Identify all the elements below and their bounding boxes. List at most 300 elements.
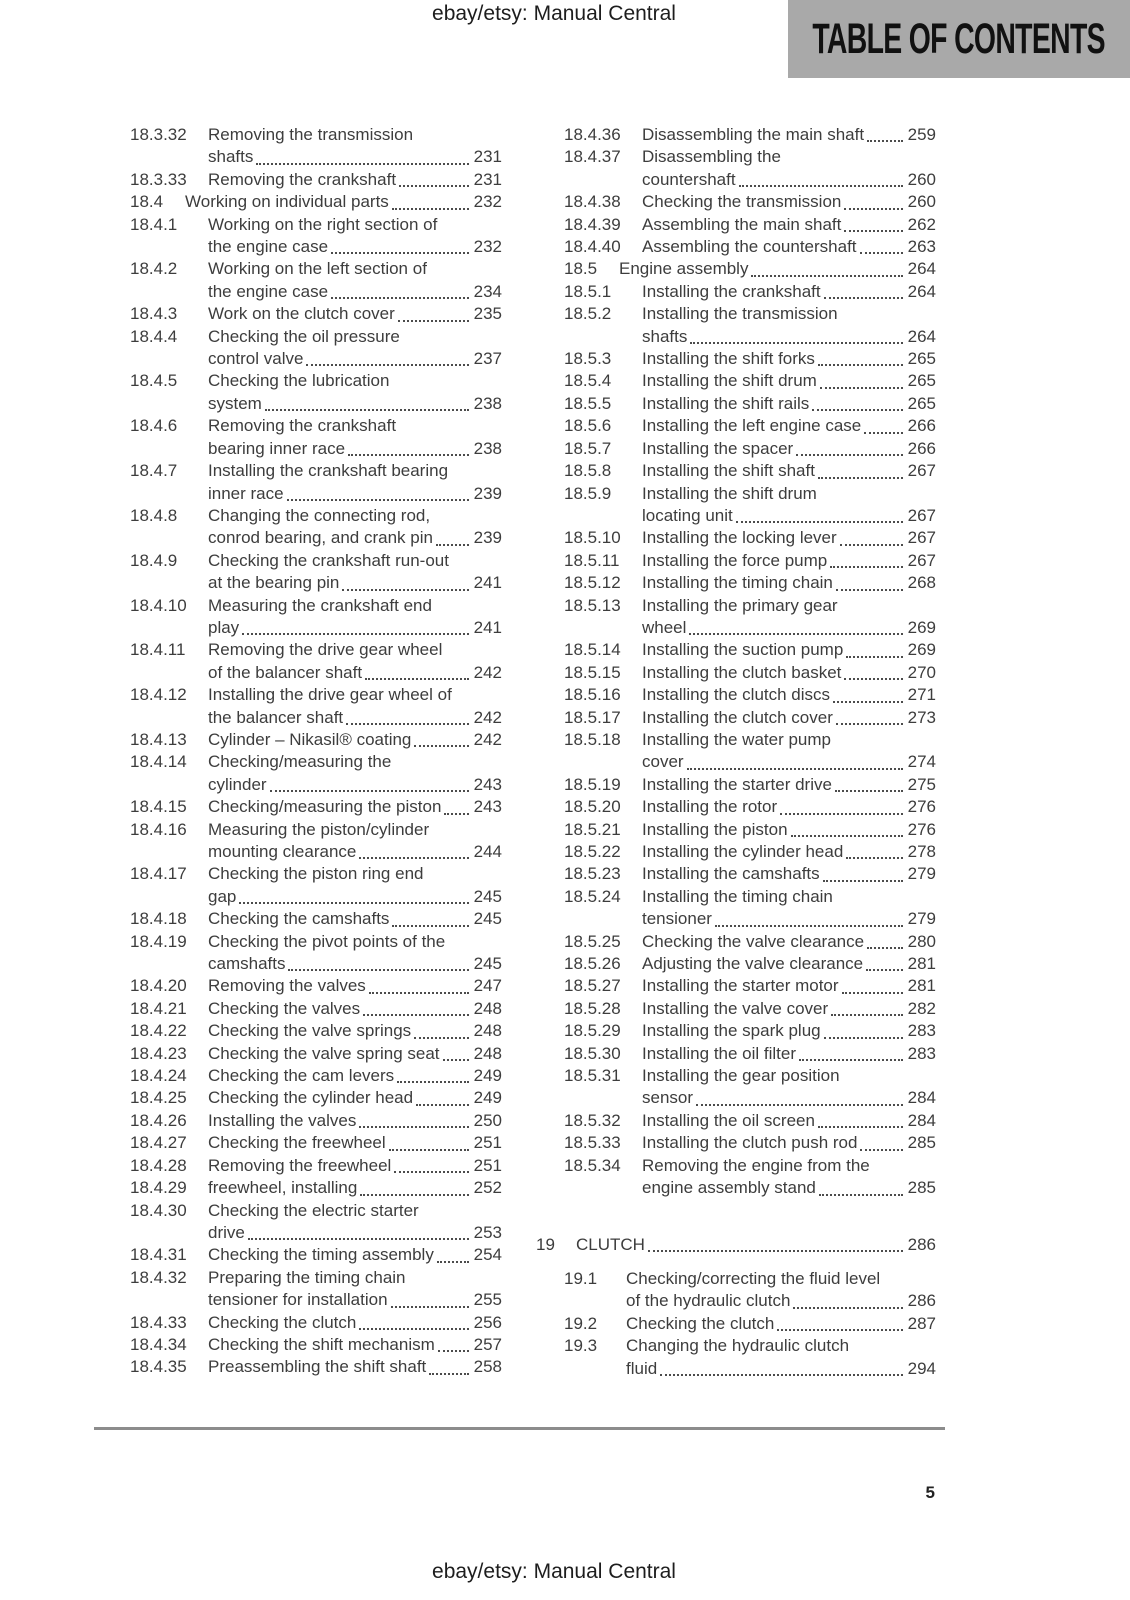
toc-entry xyxy=(130,1155,502,1177)
dot-leader xyxy=(648,1250,903,1252)
toc-entry-page: 248 xyxy=(473,1043,502,1063)
dot-leader xyxy=(793,1307,902,1309)
toc-entry-page: 275 xyxy=(907,774,936,794)
toc-entry-number: 18.5.19 xyxy=(564,774,621,794)
dot-leader xyxy=(399,185,469,187)
dot-leader xyxy=(437,1261,469,1263)
toc-entry-title-line: Measuring the piston/cylinder xyxy=(208,819,430,839)
toc-entry-title-line: Installing the timing chain xyxy=(642,886,833,906)
dot-leader xyxy=(248,1238,469,1240)
toc-entry xyxy=(564,550,936,572)
toc-entry-page: 264 xyxy=(907,259,936,279)
toc-entry xyxy=(130,258,502,303)
dot-leader xyxy=(270,790,469,792)
toc-entry-page: 251 xyxy=(473,1133,502,1153)
toc-entry-title-line: countershaft xyxy=(642,169,736,189)
toc-entry-title-line: Changing the connecting rod, xyxy=(208,505,431,525)
toc-entry-title-line: engine assembly stand xyxy=(642,1178,816,1198)
toc-entry-title-line: Working on the left section of xyxy=(208,259,427,279)
toc-entry xyxy=(564,415,936,437)
toc-entry-title-line: Installing the piston xyxy=(642,819,788,839)
toc-entry-number: 18.4.20 xyxy=(130,976,187,996)
toc-entry xyxy=(130,684,502,729)
toc-entry xyxy=(130,1244,502,1266)
toc-entry-title-line: Checking the clutch xyxy=(626,1313,775,1333)
toc-entry-page: 244 xyxy=(473,842,502,861)
dot-leader xyxy=(833,701,903,703)
dot-leader xyxy=(416,1104,469,1106)
dot-leader xyxy=(391,1306,469,1308)
toc-entry-number: 18.5.17 xyxy=(564,707,621,727)
toc-entry-page: 264 xyxy=(907,326,936,346)
toc-entry-page: 232 xyxy=(473,192,502,212)
toc-entry-number: 18.5.15 xyxy=(564,662,621,682)
toc-entry-number: 18.4.12 xyxy=(130,685,187,705)
toc-entry-page: 234 xyxy=(473,281,502,301)
dot-leader xyxy=(256,163,468,165)
toc-entry-title-line: Installing the camshafts xyxy=(642,864,820,884)
toc-entry-number: 18.4.6 xyxy=(130,416,178,436)
toc-entry xyxy=(564,527,936,549)
toc-entry xyxy=(564,998,936,1020)
toc-entry-title-line: Installing the shift drum xyxy=(642,371,817,391)
dot-leader xyxy=(346,723,468,725)
toc-entry-number: 18.5.24 xyxy=(564,886,621,906)
toc-entry-page: 287 xyxy=(907,1313,936,1333)
toc-entry xyxy=(536,1234,936,1256)
toc-entry xyxy=(564,214,936,236)
toc-entry xyxy=(130,1334,502,1356)
toc-entry xyxy=(564,124,936,146)
toc-entry-number: 18.4.33 xyxy=(130,1312,187,1332)
toc-entry-page: 242 xyxy=(473,707,502,727)
toc-entry xyxy=(130,1020,502,1042)
dot-leader xyxy=(342,589,468,591)
toc-entry-title-line: Installing the valves xyxy=(208,1110,357,1130)
dot-leader xyxy=(444,813,468,815)
toc-entry xyxy=(564,1065,936,1110)
toc-entry-title-line: Installing the cylinder head xyxy=(642,842,844,861)
toc-entry-number: 18.4.11 xyxy=(130,640,186,660)
toc-entry xyxy=(130,796,502,818)
toc-entry-number: 18.5.29 xyxy=(564,1021,621,1041)
toc-entry-number: 18.4.21 xyxy=(130,998,187,1018)
toc-entry-page: 283 xyxy=(907,1021,936,1041)
toc-entry-number: 18.5.25 xyxy=(564,931,621,951)
toc-entry-page: 256 xyxy=(473,1312,502,1332)
toc-entry xyxy=(130,415,502,460)
dot-leader xyxy=(777,1329,902,1331)
toc-entry-number: 18.4.36 xyxy=(564,125,621,144)
toc-entry-number: 18.5.7 xyxy=(564,438,612,458)
toc-entry-title-line: Installing the water pump xyxy=(642,729,831,749)
toc-entry xyxy=(564,572,936,594)
toc-entry xyxy=(564,863,936,885)
toc-entry-number: 18.5.22 xyxy=(564,842,621,861)
toc-entry-title-line: Installing the clutch discs xyxy=(642,685,831,705)
toc-entry-number: 19.1 xyxy=(564,1268,598,1288)
toc-entry-page: 260 xyxy=(907,169,936,189)
toc-entry-number: 18.5.2 xyxy=(564,304,612,324)
toc-entry-number: 18.5.12 xyxy=(564,573,621,593)
toc-entry-page: 276 xyxy=(907,819,936,839)
toc-entry-title-line: Installing the oil filter xyxy=(642,1043,797,1063)
toc-entry-page: 242 xyxy=(473,662,502,682)
toc-entry-page: 283 xyxy=(907,1043,936,1063)
toc-entry-number: 18.5.28 xyxy=(564,998,621,1018)
toc-entry-number: 18.4.7 xyxy=(130,461,178,481)
dot-leader xyxy=(867,947,903,949)
dot-leader xyxy=(359,1328,468,1330)
toc-entry-title-line: Installing the clutch push rod xyxy=(642,1133,858,1153)
dot-leader xyxy=(392,208,469,210)
toc-entry-title-line: Engine assembly xyxy=(619,259,749,279)
toc-entry-number: 18.4.29 xyxy=(130,1178,187,1198)
toc-entry-title-line: freewheel, installing xyxy=(208,1178,358,1198)
dot-leader xyxy=(287,499,469,501)
toc-entry xyxy=(130,550,502,595)
toc-entry xyxy=(564,684,936,706)
toc-entry-page: 265 xyxy=(907,371,936,391)
dot-leader xyxy=(818,477,903,479)
dot-leader xyxy=(830,566,902,568)
toc-entry xyxy=(564,796,936,818)
toc-entry-title-line: Installing the left engine case xyxy=(642,416,862,436)
header-site-title: ebay/etsy: Manual Central xyxy=(432,2,676,25)
dot-leader xyxy=(819,1194,903,1196)
toc-entry-number: 18.5.21 xyxy=(564,819,621,839)
toc-entry-number: 18.4.26 xyxy=(130,1110,187,1130)
dot-leader xyxy=(360,1194,468,1196)
toc-entry xyxy=(130,931,502,976)
toc-entry-title-line: mounting clearance xyxy=(208,842,357,861)
toc-entry-number: 18.4.22 xyxy=(130,1021,187,1041)
dot-leader xyxy=(689,633,902,635)
toc-entry xyxy=(564,819,936,841)
toc-entry-number: 18.5.11 xyxy=(564,550,620,570)
toc-entry-number: 18.4.40 xyxy=(564,237,621,257)
toc-entry xyxy=(564,393,936,415)
toc-entry-title-line: Installing the shift forks xyxy=(642,349,815,369)
toc-entry-number: 18.5.20 xyxy=(564,797,621,817)
dot-leader xyxy=(397,1081,468,1083)
toc-entry xyxy=(130,1356,502,1378)
toc-entry-title-line: system xyxy=(208,393,262,413)
toc-entry-number: 19.3 xyxy=(564,1336,598,1356)
toc-entry xyxy=(564,774,936,796)
toc-entry-number: 18.4.8 xyxy=(130,505,178,525)
toc-entry xyxy=(564,639,936,661)
dot-leader xyxy=(739,185,903,187)
toc-entry-number: 18.4.19 xyxy=(130,931,187,951)
toc-entry-title-line: tensioner xyxy=(642,909,712,929)
dot-leader xyxy=(824,1037,903,1039)
toc-entry-page: 266 xyxy=(907,438,936,458)
toc-entry-title-line: Installing the spark plug xyxy=(642,1021,821,1041)
toc-entry-page: 284 xyxy=(907,1088,936,1108)
toc-entry-number: 18.4.30 xyxy=(130,1200,187,1220)
toc-entry-title-line: Checking the lubrication xyxy=(208,371,390,391)
toc-entry xyxy=(564,281,936,303)
toc-entry-title-line: Installing the shift shaft xyxy=(642,461,815,481)
toc-entry-number: 18.5.1 xyxy=(564,281,612,301)
dot-leader xyxy=(242,633,468,635)
footer-site-title: ebay/etsy: Manual Central xyxy=(432,1560,676,1583)
dot-leader xyxy=(823,880,903,882)
toc-entry xyxy=(130,124,502,169)
toc-entry-title-line: Installing the gear position xyxy=(642,1066,840,1086)
dot-leader xyxy=(660,1374,902,1376)
toc-entry-title-line: Installing the crankshaft bearing xyxy=(208,461,449,481)
toc-entry-title-line: Working on the right section of xyxy=(208,214,438,234)
toc-entry xyxy=(130,1087,502,1109)
toc-entry xyxy=(130,639,502,684)
toc-entry-title-line: camshafts xyxy=(208,954,286,974)
toc-entry-title-line: the engine case xyxy=(208,281,329,301)
toc-entry-page: 264 xyxy=(907,281,936,301)
toc-entry-title-line: gap xyxy=(208,886,237,906)
dot-leader xyxy=(736,521,903,523)
toc-entry xyxy=(130,1177,502,1199)
toc-entry xyxy=(130,169,502,191)
toc-entry xyxy=(564,460,936,482)
toc-entry-page: 267 xyxy=(907,528,936,548)
toc-entry-page: 241 xyxy=(473,573,502,593)
toc-entry-title-line: Installing the clutch cover xyxy=(642,707,833,727)
toc-entry-title-line: Checking the crankshaft run-out xyxy=(208,550,449,570)
toc-entry xyxy=(564,191,936,213)
toc-entry-title-line: Checking the freewheel xyxy=(208,1133,386,1153)
toc-entry-number: 18.4.25 xyxy=(130,1088,187,1108)
toc-entry-number: 18.4.18 xyxy=(130,909,187,929)
dot-leader xyxy=(799,1059,903,1061)
toc-entry-page: 254 xyxy=(473,1245,502,1265)
toc-entry xyxy=(564,1313,936,1335)
toc-entry-title-line: Installing the transmission xyxy=(642,304,838,324)
toc-entry xyxy=(130,1110,502,1132)
toc-entry-page: 241 xyxy=(473,617,502,637)
toc-entry-page: 250 xyxy=(473,1110,502,1130)
toc-entry-page: 269 xyxy=(907,617,936,637)
toc-entry-page: 257 xyxy=(473,1334,502,1354)
toc-entry xyxy=(564,931,936,953)
toc-entry-title-line: CLUTCH xyxy=(576,1234,645,1254)
toc-entry-title-line: Installing the primary gear xyxy=(642,595,838,615)
toc-entry-title-line: Checking the transmission xyxy=(642,192,842,212)
dot-leader xyxy=(831,1014,902,1016)
toc-entry-page: 269 xyxy=(907,640,936,660)
toc-entry-number: 18.4.9 xyxy=(130,550,178,570)
toc-entry-page: 265 xyxy=(907,393,936,413)
table-of-contents-banner xyxy=(788,0,1130,78)
dot-leader xyxy=(835,790,903,792)
toc-entry-title-line: Installing the rotor xyxy=(642,797,778,817)
toc-entry-number: 18.4.2 xyxy=(130,259,178,279)
toc-entry-page: 265 xyxy=(907,349,936,369)
dot-leader xyxy=(846,857,902,859)
toc-entry-page: 249 xyxy=(473,1088,502,1108)
toc-entry-title-line: Checking the cam levers xyxy=(208,1066,395,1086)
toc-entry-title-line: Installing the drive gear wheel of xyxy=(208,685,452,705)
toc-entry-title-line: of the hydraulic clutch xyxy=(626,1291,791,1311)
toc-entry-number: 18.4.3 xyxy=(130,304,178,324)
toc-entry-page: 245 xyxy=(473,909,502,929)
toc-entry-page: 255 xyxy=(473,1290,502,1310)
toc-entry-title-line: Checking/measuring the xyxy=(208,752,392,772)
dot-leader xyxy=(359,857,468,859)
dot-leader xyxy=(429,1373,468,1375)
dot-leader xyxy=(842,992,903,994)
dot-leader xyxy=(796,454,902,456)
toc-entry-title-line: Checking/measuring the piston xyxy=(208,797,442,817)
dot-leader xyxy=(331,252,469,254)
toc-entry-page: 248 xyxy=(473,1021,502,1041)
toc-entry-title-line: Installing the force pump xyxy=(642,550,828,570)
toc-entry-number: 18.4.32 xyxy=(130,1267,187,1287)
toc-entry-number: 18.5.3 xyxy=(564,349,612,369)
dot-leader xyxy=(840,544,903,546)
toc-entry-page: 270 xyxy=(907,662,936,682)
toc-entry xyxy=(130,1200,502,1245)
dot-leader xyxy=(791,835,903,837)
toc-entry-page: 294 xyxy=(907,1358,936,1378)
toc-entry xyxy=(564,146,936,191)
dot-leader xyxy=(844,230,902,232)
toc-entry-number: 18.4.24 xyxy=(130,1066,187,1086)
toc-entry-number: 18.4.35 xyxy=(130,1357,187,1377)
toc-entry-title-line: control valve xyxy=(208,349,304,369)
toc-entry-title-line: Changing the hydraulic clutch xyxy=(626,1336,850,1356)
dot-leader xyxy=(265,409,469,411)
dot-leader xyxy=(844,678,902,680)
toc-entry-page: 239 xyxy=(473,528,502,548)
toc-entry-number: 18.4.23 xyxy=(130,1043,187,1063)
page-number: 5 xyxy=(925,1483,935,1502)
dot-leader xyxy=(715,925,903,927)
toc-entry-page: 251 xyxy=(473,1155,502,1175)
toc-entry-title-line: Installing the locking lever xyxy=(642,528,837,548)
toc-entry-number: 18.5.10 xyxy=(564,528,621,548)
dot-leader xyxy=(436,544,469,546)
toc-entry-title-line: Removing the crankshaft xyxy=(208,416,397,436)
table-of-contents-banner-label: TABLE OF CONTENTS xyxy=(812,14,1106,63)
toc-entry xyxy=(130,326,502,371)
dot-leader xyxy=(836,589,903,591)
dot-leader xyxy=(438,1350,469,1352)
toc-entry-page: 245 xyxy=(473,954,502,974)
toc-entry-page: 239 xyxy=(473,483,502,503)
dot-leader xyxy=(369,992,469,994)
toc-entry xyxy=(130,975,502,997)
dot-leader xyxy=(306,364,468,366)
dot-leader xyxy=(288,969,468,971)
dot-leader xyxy=(818,1126,903,1128)
toc-entry-title-line: the balancer shaft xyxy=(208,707,344,727)
dot-leader xyxy=(394,1171,468,1173)
toc-entry-title-line: Checking the electric starter xyxy=(208,1200,419,1220)
toc-entry-title-line: Installing the spacer xyxy=(642,438,794,458)
toc-entry xyxy=(130,1065,502,1087)
toc-entry-title-line: Installing the suction pump xyxy=(642,640,844,660)
toc-entry-page: 271 xyxy=(907,685,936,705)
toc-entry-number: 18.4.34 xyxy=(130,1334,187,1354)
dot-leader xyxy=(389,1149,469,1151)
toc-entry-title-line: Preassembling the shift shaft xyxy=(208,1357,427,1377)
toc-entry xyxy=(130,908,502,930)
toc-entry-title-line: Installing the shift rails xyxy=(642,393,810,413)
toc-entry-page: 284 xyxy=(907,1110,936,1130)
toc-entry-number: 18.4.4 xyxy=(130,326,178,346)
toc-entry-page: 231 xyxy=(473,169,502,189)
toc-column-left xyxy=(130,124,502,1379)
toc-entry-page: 260 xyxy=(907,192,936,212)
dot-leader xyxy=(864,432,902,434)
toc-entry-title-line: Working on individual parts xyxy=(185,192,389,212)
toc-entry-title-line: fluid xyxy=(626,1358,658,1378)
toc-entry xyxy=(130,505,502,550)
toc-entry-number: 18.4.15 xyxy=(130,797,187,817)
toc-entry-title-line: Checking the timing assembly xyxy=(208,1245,434,1265)
toc-entry-page: 262 xyxy=(907,214,936,234)
toc-entry-page: 252 xyxy=(473,1178,502,1198)
toc-entry-number: 18.4 xyxy=(130,192,164,212)
toc-entry-number: 18.4.28 xyxy=(130,1155,187,1175)
toc-entry xyxy=(564,236,936,258)
dot-leader xyxy=(331,297,469,299)
toc-entry-number: 18.5.16 xyxy=(564,685,621,705)
toc-entry xyxy=(130,191,502,213)
toc-entry-page: 247 xyxy=(473,976,502,996)
toc-entry xyxy=(564,1043,936,1065)
toc-entry-title-line: Installing the crankshaft xyxy=(642,281,821,301)
toc-entry-page: 235 xyxy=(473,304,502,324)
toc-entry xyxy=(564,438,936,460)
dot-leader xyxy=(414,1037,468,1039)
toc-entry-page: 278 xyxy=(907,842,936,861)
toc-entry-page: 274 xyxy=(907,752,936,772)
toc-entry xyxy=(564,1268,936,1313)
dot-leader xyxy=(820,387,903,389)
toc-entry-number: 18.4.13 xyxy=(130,729,187,749)
toc-entry xyxy=(564,886,936,931)
toc-entry-title-line: Checking/correcting the fluid level xyxy=(626,1268,881,1288)
toc-entry-page: 281 xyxy=(907,954,936,974)
dot-leader xyxy=(363,1014,468,1016)
toc-entry-number: 18.4.31 xyxy=(130,1245,187,1265)
toc-entry-number: 18.4.10 xyxy=(130,595,187,615)
toc-entry-number: 18.5.5 xyxy=(564,393,612,413)
toc-entry-number: 18.3.33 xyxy=(130,169,187,189)
toc-entry xyxy=(564,595,936,640)
toc-entry-title-line: Checking the camshafts xyxy=(208,909,390,929)
toc-entry-title-line: Checking the piston ring end xyxy=(208,864,424,884)
toc-entry-number: 18.5.26 xyxy=(564,954,621,974)
toc-entry xyxy=(564,841,936,863)
toc-entry-title-line: Removing the transmission xyxy=(208,125,414,144)
toc-entry xyxy=(564,1335,936,1380)
toc-entry-number: 18.4.5 xyxy=(130,371,178,391)
toc-entry-page: 285 xyxy=(907,1178,936,1198)
dot-leader xyxy=(392,925,468,927)
toc-entry-title-line: shafts xyxy=(208,147,254,167)
dot-leader xyxy=(844,208,902,210)
toc-entry xyxy=(564,662,936,684)
toc-entry-title-line: bearing inner race xyxy=(208,438,346,458)
toc-entry-page: 258 xyxy=(473,1357,502,1377)
toc-entry-title-line: Installing the oil screen xyxy=(642,1110,815,1130)
toc-entry-page: 237 xyxy=(473,349,502,369)
toc-entry-page: 285 xyxy=(907,1133,936,1153)
